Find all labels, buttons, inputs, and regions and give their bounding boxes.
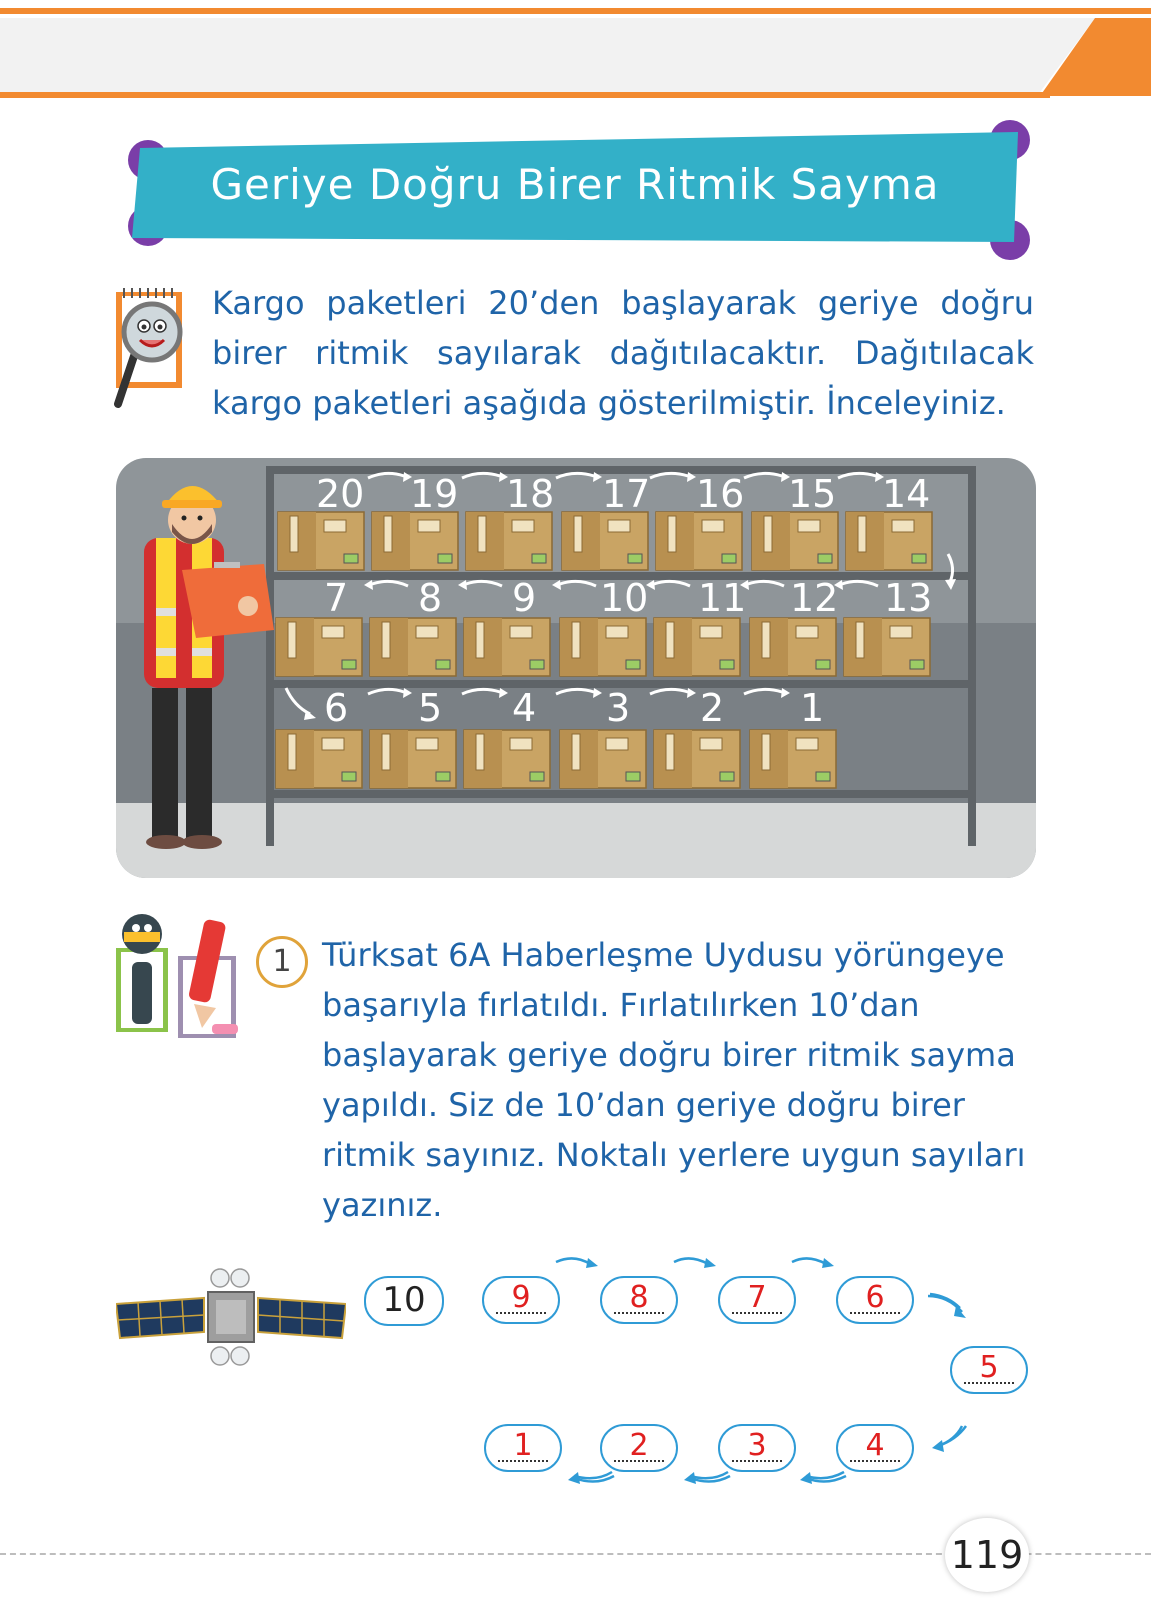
shelf-number: 6 [324,686,349,730]
shelf-number: 13 [884,576,933,620]
shelf-number: 10 [600,576,649,620]
header-band [0,0,1151,110]
answer-value: 4 [865,1428,885,1463]
answer-box[interactable] [836,1276,914,1324]
shelf-number: 4 [512,686,537,730]
question-number: 1 [256,936,308,988]
answer-box[interactable] [600,1424,678,1472]
shelf-number: 8 [418,576,443,620]
answer-box[interactable] [718,1276,796,1324]
intro-paragraph: Kargo paketleri 20’den başlayarak geriye doğru birer ritmik sayılarak dağıtılacaktır. Dağıtılacak kargo paketleri aşağıda gösterilmiştir. İnceleyiniz. [212,284,1034,422]
shelf-number: 20 [316,472,365,516]
shelf-number: 5 [418,686,443,730]
answer-box[interactable] [836,1424,914,1472]
answer-value: 3 [747,1428,767,1463]
shelf-number: 3 [606,686,631,730]
warehouse-illustration [116,458,1036,878]
start-number: 10 [382,1280,426,1320]
answer-value: 5 [979,1350,999,1385]
shelf-number: 7 [324,576,349,620]
answer-box[interactable] [718,1424,796,1472]
shelf-number: 12 [790,576,839,620]
answer-value: 6 [865,1280,885,1315]
shelf-number: 14 [882,472,931,516]
answer-value: 2 [629,1428,649,1463]
answer-box[interactable] [482,1276,560,1324]
shelf-number: 18 [506,472,555,516]
shelf-number: 15 [788,472,837,516]
shelf-number: 1 [800,686,825,730]
shelf-number: 9 [512,576,537,620]
answer-box[interactable] [950,1346,1028,1394]
start-number-box [364,1276,444,1326]
answer-box[interactable] [484,1424,562,1472]
answer-value: 1 [513,1428,533,1463]
shelf-number: 11 [698,576,747,620]
page-number: 119 [945,1518,1029,1592]
shelf-number: 16 [696,472,745,516]
answer-box[interactable] [600,1276,678,1324]
shelf-number: 2 [700,686,725,730]
microphone-pencil-icon [112,912,254,1042]
page-title: Geriye Doğru Birer Ritmik Sayma [210,160,940,209]
shelf-number: 19 [410,472,459,516]
answer-value: 9 [511,1280,531,1315]
question-text: Türksat 6A Haberleşme Uydusu yörüngeye başarıyla fırlatıldı. Fırlatılırken 10’dan başlayarak geriye doğru birer ritmik sayma yapıldı. Siz de 10’dan geriye doğru birer ritmik sayınız. Noktalı yerlere uygun sayıları yazınız. [322,936,1026,1224]
magnifier-notepad-icon [112,282,198,414]
shelf-number: 17 [602,472,651,516]
answer-value: 7 [747,1280,767,1315]
answer-value: 8 [629,1280,649,1315]
